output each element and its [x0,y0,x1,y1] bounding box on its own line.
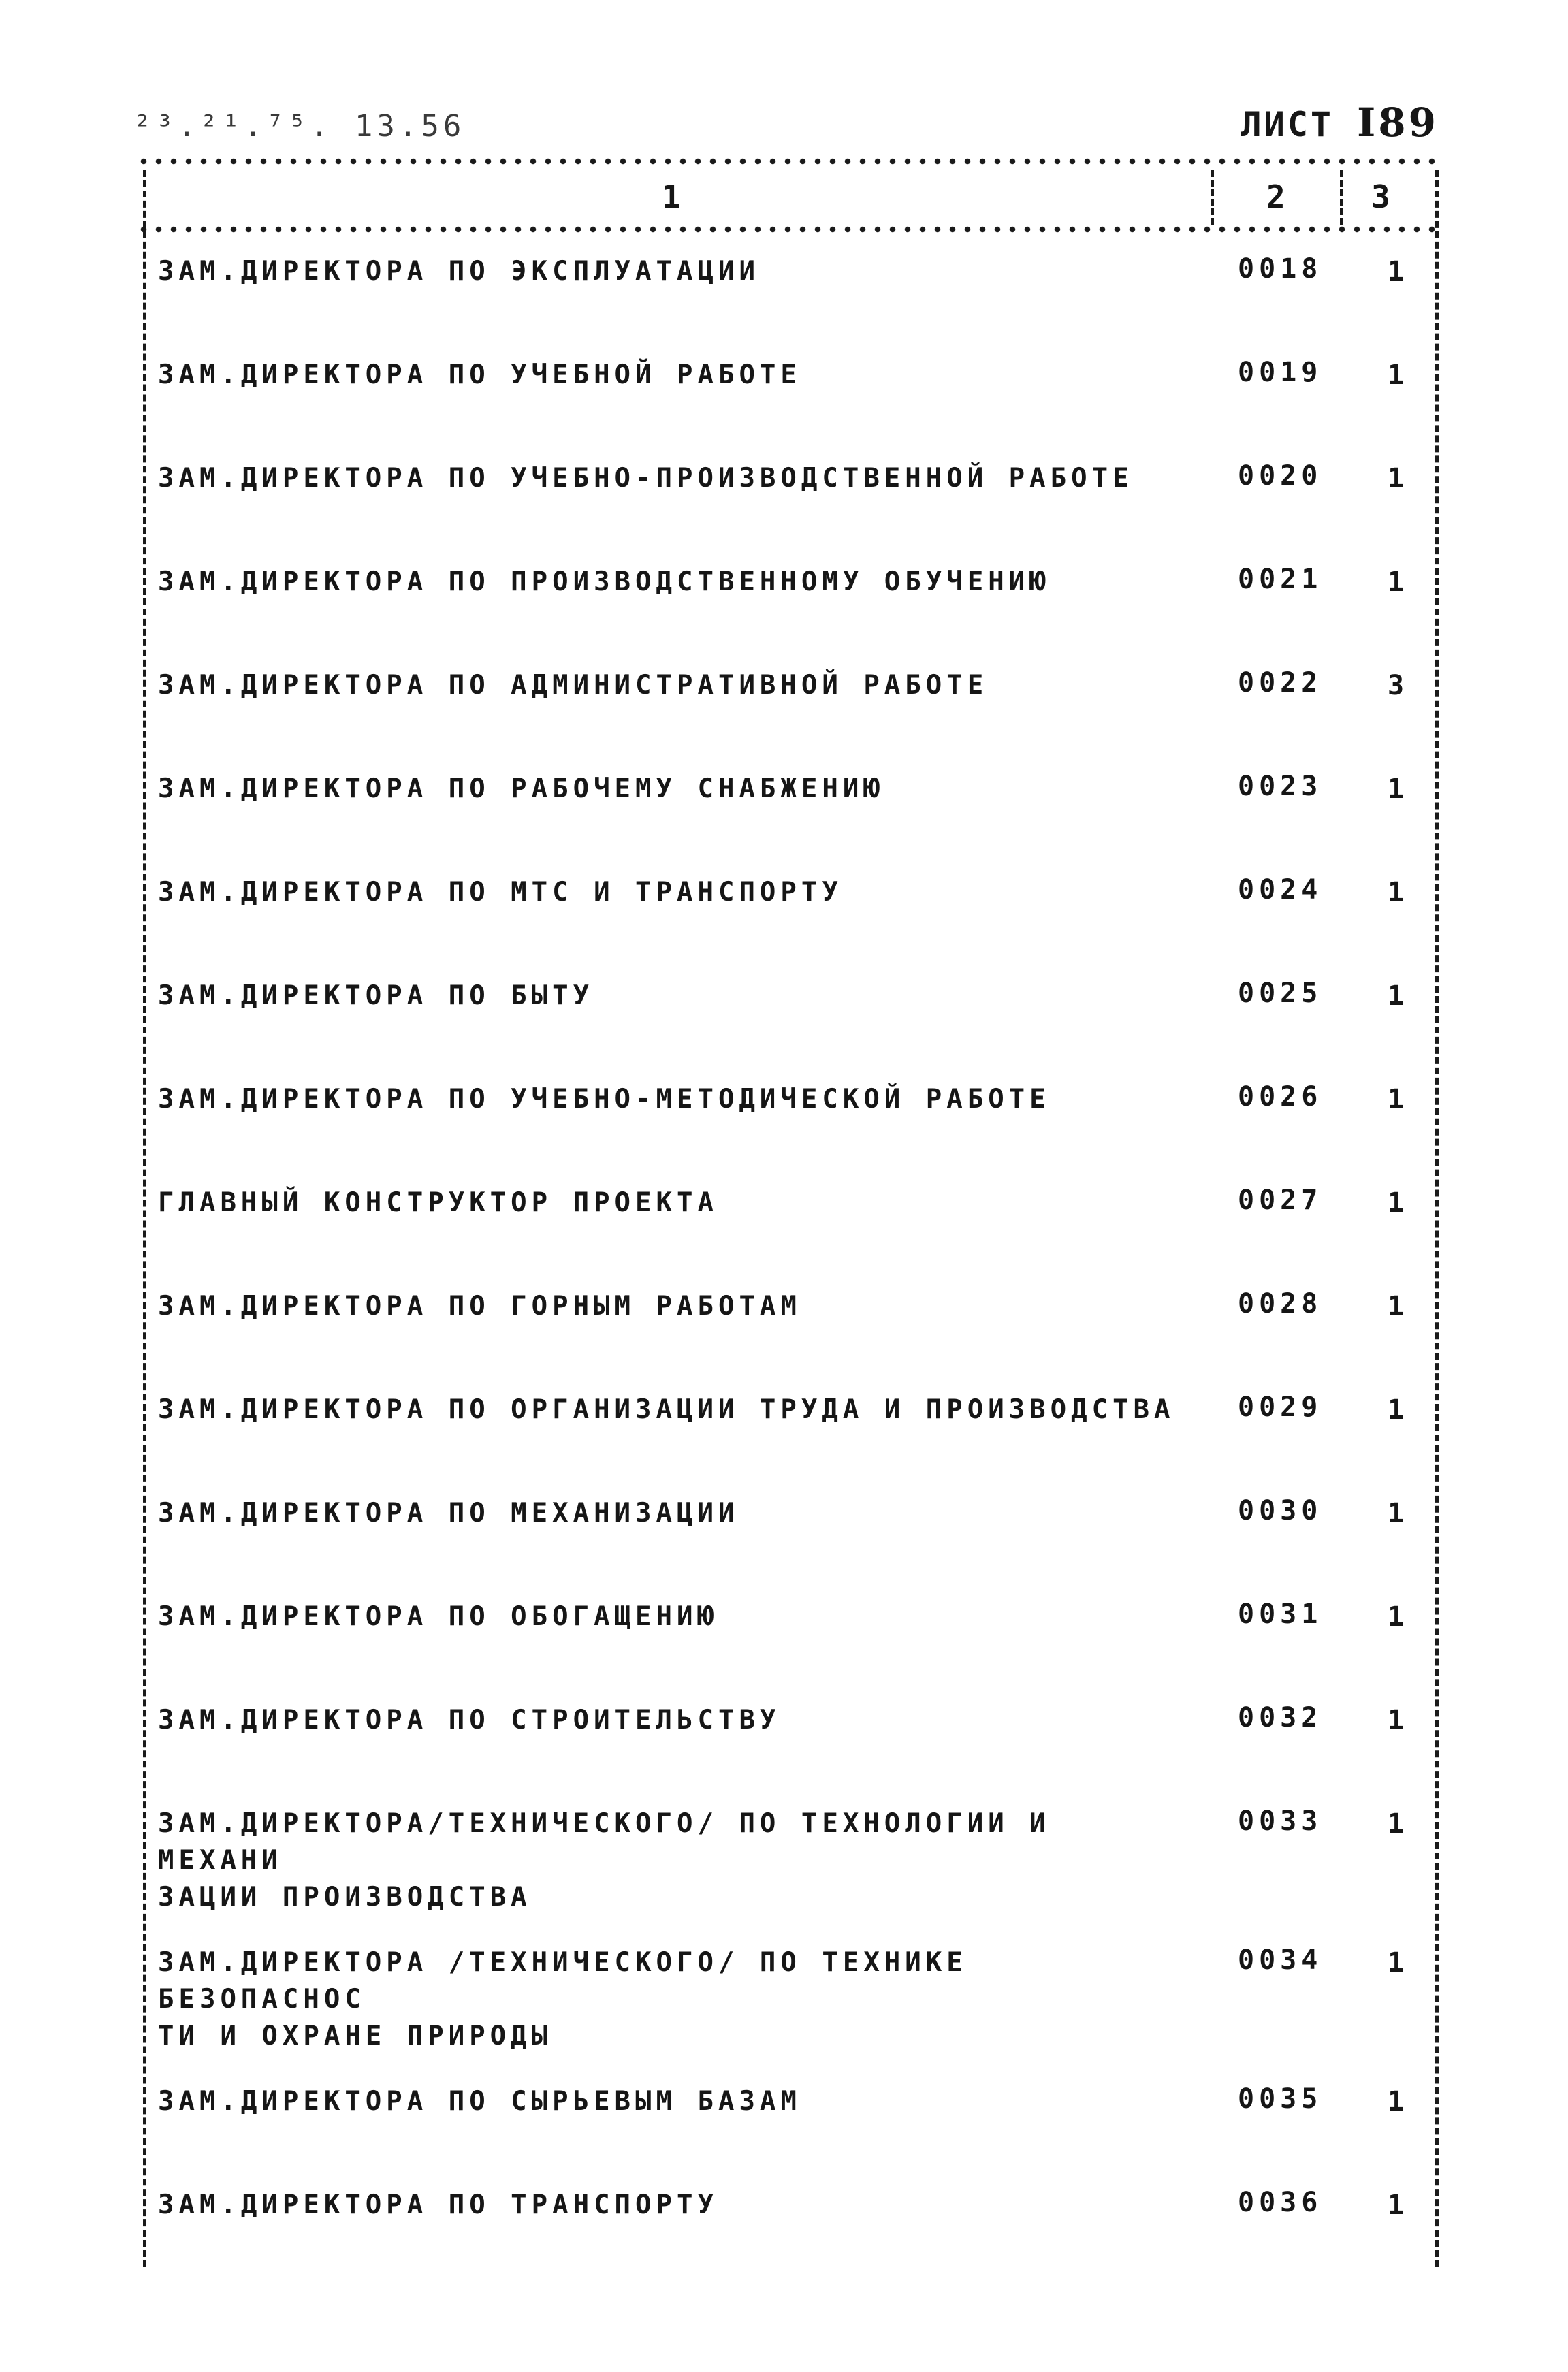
position-count: 1 [1388,359,1405,391]
position-code: 0019 [1238,357,1323,388]
position-title: ЗАМ.ДИРЕКТОРА ПО ПРОИЗВОДСТВЕННОМУ ОБУЧЕНИЮ [158,566,1051,597]
position-code: 0036 [1238,2187,1323,2218]
header-divider-1 [1211,170,1214,225]
table-row [0,667,1568,749]
position-count: 1 [1388,980,1405,1012]
position-code: 0032 [1238,1702,1323,1733]
position-code: 0025 [1238,978,1323,1009]
position-count: 1 [1388,1187,1405,1219]
position-title: ЗАМ.ДИРЕКТОРА ПО ГОРНЫМ РАБОТАМ [158,1291,801,1321]
position-code: 0022 [1238,667,1323,699]
table-row [0,1944,1568,2051]
sheet-number: I89 [1357,99,1439,146]
position-title: ЗАМ.ДИРЕКТОРА ПО ЭКСПЛУАТАЦИИ [158,256,760,287]
position-count: 1 [1388,1084,1405,1115]
column-header-3: 3 [1371,178,1390,215]
position-count: 1 [1388,1808,1405,1840]
position-title: ЗАМ.ДИРЕКТОРА /ТЕХНИЧЕСКОГО/ ПО ТЕХНИКЕ БЕЗОПАСНОС ТИ И ОХРАНЕ ПРИРОДЫ [158,1947,967,2051]
position-title: ГЛАВНЫЙ КОНСТРУКТОР ПРОЕКТА [158,1187,718,1218]
table-row [0,2187,1568,2269]
position-title: ЗАМ.ДИРЕКТОРА ПО УЧЕБНО-МЕТОДИЧЕСКОЙ РАБОТЕ [158,1084,1051,1115]
position-count: 3 [1388,670,1405,701]
table-row [0,771,1568,852]
position-title: ЗАМ.ДИРЕКТОРА ПО УЧЕБНО-ПРОИЗВОДСТВЕННОЙ РАБОТЕ [158,463,1134,494]
position-code: 0035 [1238,2083,1323,2115]
position-code: 0020 [1238,460,1323,492]
position-title: ЗАМ.ДИРЕКТОРА ПО УЧЕБНОЙ РАБОТЕ [158,359,801,390]
position-code: 0034 [1238,1944,1323,1976]
position-count: 1 [1388,1705,1405,1736]
print-date: ²³.²¹.⁷⁵. 13.56 [133,109,466,144]
asterisk-rule-header [136,225,1443,234]
position-count: 1 [1388,877,1405,908]
position-title: ЗАМ.ДИРЕКТОРА ПО АДМИНИСТРАТИВНОЙ РАБОТЕ [158,670,989,701]
position-count: 1 [1388,1291,1405,1322]
position-count: 1 [1388,256,1405,287]
position-count: 1 [1388,1394,1405,1426]
position-count: 1 [1388,2086,1405,2117]
position-title: ЗАМ.ДИРЕКТОРА ПО СТРОИТЕЛЬСТВУ [158,1705,781,1735]
position-count: 1 [1388,463,1405,494]
position-code: 0031 [1238,1599,1323,1630]
position-code: 0018 [1238,253,1323,285]
position-code: 0024 [1238,874,1323,905]
position-code: 0029 [1238,1392,1323,1423]
table-row [0,978,1568,1059]
position-code: 0030 [1238,1495,1323,1526]
position-count: 1 [1388,1947,1405,1978]
table-row [0,1495,1568,1577]
position-title: ЗАМ.ДИРЕКТОРА ПО МТС И ТРАНСПОРТУ [158,877,843,908]
table-row [0,2083,1568,2165]
position-code: 0027 [1238,1185,1323,1216]
sheet-label [1241,99,1439,146]
position-count: 1 [1388,773,1405,805]
position-title: ЗАМ.ДИРЕКТОРА ПО МЕХАНИЗАЦИИ [158,1498,739,1528]
table-row [0,1288,1568,1370]
table-row [0,1392,1568,1473]
table-row [0,1599,1568,1680]
table-row [0,1081,1568,1163]
position-code: 0033 [1238,1806,1323,1837]
position-title: ЗАМ.ДИРЕКТОРА ПО ОРГАНИЗАЦИИ ТРУДА И ПРОИЗВОДСТВА [158,1394,1175,1425]
table-row [0,874,1568,956]
position-code: 0021 [1238,564,1323,595]
position-count: 1 [1388,1498,1405,1529]
sheet-label-text: ЛИСТ [1241,105,1334,144]
position-count: 1 [1388,566,1405,598]
position-title: ЗАМ.ДИРЕКТОРА ПО БЫТУ [158,980,594,1011]
table-row [0,1702,1568,1784]
position-title: ЗАМ.ДИРЕКТОРА ПО СЫРЬЕВЫМ БАЗАМ [158,2086,801,2117]
position-code: 0028 [1238,1288,1323,1319]
position-title: ЗАМ.ДИРЕКТОРА ПО ОБОГАЩЕНИЮ [158,1601,718,1632]
table-row [0,253,1568,335]
table-row [0,460,1568,542]
column-header-1: 1 [662,178,681,215]
table-row [0,357,1568,438]
position-title: ЗАМ.ДИРЕКТОРА/ТЕХНИЧЕСКОГО/ ПО ТЕХНОЛОГИИ И МЕХАНИ ЗАЦИИ ПРОИЗВОДСТВА [158,1808,1051,1912]
header-divider-2 [1340,170,1343,225]
position-count: 1 [1388,2190,1405,2221]
asterisk-rule-top [136,157,1443,166]
position-count: 1 [1388,1601,1405,1633]
position-code: 0023 [1238,771,1323,802]
position-title: ЗАМ.ДИРЕКТОРА ПО РАБОЧЕМУ СНАБЖЕНИЮ [158,773,884,804]
table-row [0,1185,1568,1266]
table-row [0,564,1568,645]
position-code: 0026 [1238,1081,1323,1112]
table-row [0,1806,1568,1912]
position-title: ЗАМ.ДИРЕКТОРА ПО ТРАНСПОРТУ [158,2190,718,2220]
column-header-2: 2 [1266,178,1285,215]
